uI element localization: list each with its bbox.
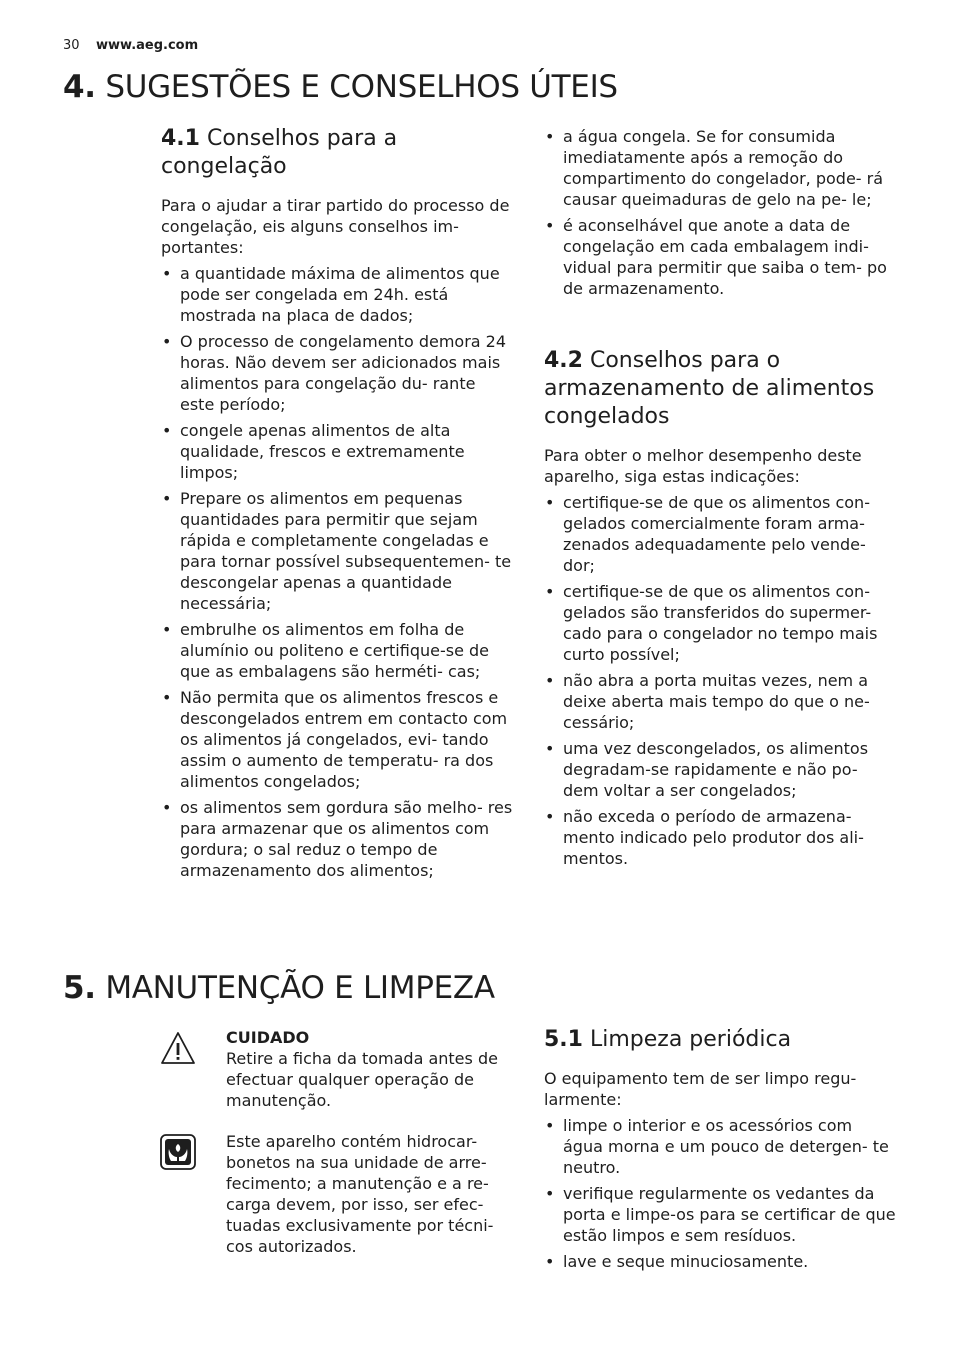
bullet-list-continued [544,126,896,304]
list-item: • os alimentos sem gordura são melho- res para armazenar que os alimentos com gordura; o sal reduz o tempo de armazenamento dos alimentos; [161,797,513,881]
section-4-title [63,68,618,106]
environment-icon [160,1134,196,1170]
section-number: 5. [63,970,96,1006]
list-item: • limpe o interior e os acessórios com água morna e um pouco de detergen- te neutro. [544,1115,896,1178]
subsection-title [161,125,513,181]
list-item: • certifique-se de que os alimentos con- gelados comercialmente foram arma- zenados adequadamente pelo vende- dor; [544,492,896,576]
subsection-number: 4.1 [161,126,200,151]
subsection-number: 5.1 [544,1027,583,1052]
website-url[interactable]: www.aeg.com [96,38,199,53]
section-number: 4. [63,69,96,105]
bullet-list [544,492,896,869]
list-item: • certifique-se de que os alimentos con- gelados são transferidos do supermer- cado para o congelador no tempo mais curto possível; [544,581,896,665]
subsection-title-text: Conselhos para a congelação [161,126,398,179]
subsection-number: 4.2 [544,348,583,373]
subsection-title [544,1026,896,1054]
list-item: • verifique regularmente os vedantes da porta e limpe-os para se certificar de que estão limpos e sem resíduos. [544,1183,896,1246]
section-title-text: SUGESTÕES E CONSELHOS ÚTEIS [105,69,618,105]
subsection-4-1 [161,125,513,886]
caution-heading: CUIDADO [226,1028,310,1047]
list-item: • é aconselhável que anote a data de congelação em cada embalagem indi- vidual para permitir que saiba o tem- po de armazenamento. [544,215,896,299]
list-item: • embrulhe os alimentos em folha de alumínio ou politeno e certifique-se de que as embalagens são herméti- cas; [161,619,513,682]
list-item: • a água congela. Se for consumida imediatamente após a remoção do compartimento do congelador, pode- rá causar queimaduras de gelo na pe- le; [544,126,896,210]
bullet-list [161,263,513,881]
list-item: • uma vez descongelados, os alimentos degradam-se rapidamente e não po- dem voltar a ser congelados; [544,738,896,801]
subsection-title-text: Limpeza periódica [589,1027,792,1052]
list-item: • lave e seque minuciosamente. [544,1251,896,1272]
list-item: • Prepare os alimentos em pequenas quantidades para permitir que sejam rápida e completamente congeladas e para tornar possível subsequentemen- te descongelar apenas a quantidade necessária; [161,488,513,614]
section-5-title [63,969,495,1007]
list-item: • não abra a porta muitas vezes, nem a deixe aberta mais tempo do que o ne- cessário; [544,670,896,733]
caution-text: Retire a ficha da tomada antes de efectuar qualquer operação de manutenção. [226,1049,498,1110]
warning-triangle-icon [160,1030,196,1066]
list-item: • O processo de congelamento demora 24 horas. Não devem ser adicionados mais alimentos para congelação du- rante este período; [161,331,513,415]
subsection-5-1 [544,1026,896,1277]
environment-note: Este aparelho contém hidrocar- bonetos na sua unidade de arre- fecimento; a manutenção e a re- carga devem, por isso, ser efec- tuadas exclusivamente por técni- cos autorizados. [226,1132,494,1256]
caution-note [226,1027,511,1111]
bullet-list [544,1115,896,1272]
intro-paragraph: Para obter o melhor desempenho deste aparelho, siga estas indicações: [544,446,862,486]
list-item: • a quantidade máxima de alimentos que pode ser congelada em 24h. está mostrada na placa de dados; [161,263,513,326]
list-item: • congele apenas alimentos de alta qualidade, frescos e extremamente limpos; [161,420,513,483]
subsection-4-2 [544,347,896,874]
intro-paragraph: O equipamento tem de ser limpo regu- larmente: [544,1069,857,1109]
subsection-title-text: Conselhos para o armazenamento de alimentos congelados [544,348,875,429]
list-item: • não exceda o período de armazena- mento indicado pelo produtor dos ali- mentos. [544,806,896,869]
section-title-text: MANUTENÇÃO E LIMPEZA [105,970,495,1006]
list-item: • Não permita que os alimentos frescos e descongelados entrem em contacto com os alimentos já congelados, evi- tando assim o aumento de temperatu- ra dos alimentos congelados; [161,687,513,792]
intro-paragraph: Para o ajudar a tirar partido do processo de congelação, eis alguns conselhos im- portantes: [161,196,510,257]
subsection-title [544,347,896,431]
page-number: 30 [63,38,80,53]
